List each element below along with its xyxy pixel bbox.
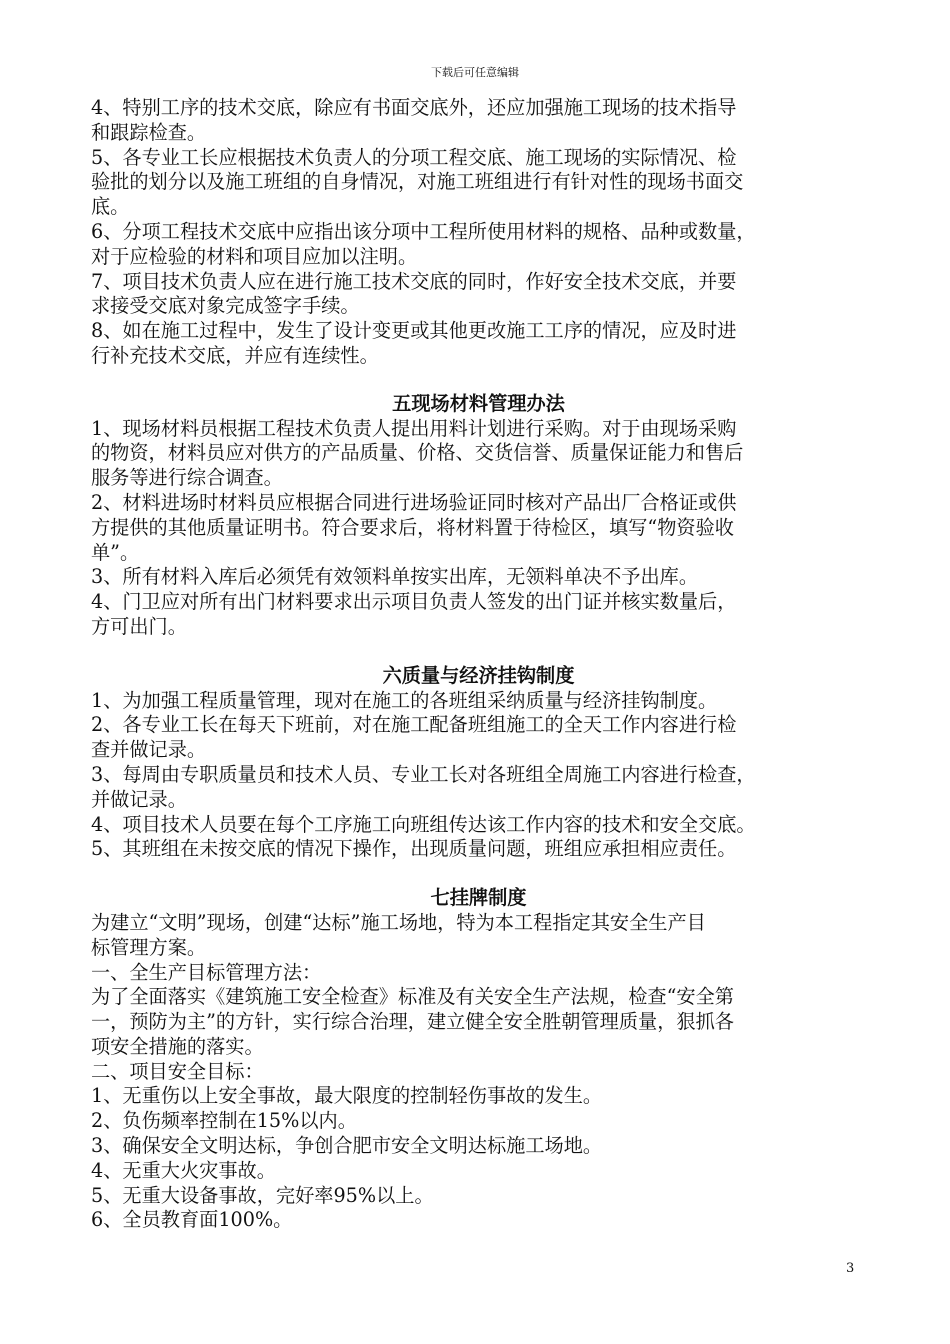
page-header: 下载后可任意编辑: [431, 66, 519, 79]
paragraph-line: 为建立“文明”现场，创建“达标”施工场地，特为本工程指定其安全生产目: [91, 910, 706, 934]
paragraph-line: 1、为加强工程质量管理，现对在施工的各班组采纳质量与经济挂钩制度。: [91, 688, 718, 712]
paragraph-line: 1、无重伤以上安全事故，最大限度的控制轻伤事故的发生。: [91, 1084, 603, 1108]
paragraph-line: 5、无重大设备事故，完好率95%以上。: [91, 1183, 434, 1207]
paragraph-line: 5、其班组在未按交底的情况下操作，出现质量问题，班组应承担相应责任。: [91, 837, 737, 861]
paragraph-line: 6、分项工程技术交底中应指出该分项中工程所使用材料的规格、品种或数量，: [91, 219, 756, 243]
section-heading: 七挂牌制度: [430, 886, 527, 910]
section6: [91, 664, 866, 862]
paragraph-line: 3、所有材料入库后必须凭有效领料单按实出库，无领料单决不予出库。: [91, 565, 699, 589]
paragraph-line: 为了全面落实《建筑施工安全检查》标准及有关安全生产法规，检查“安全第: [91, 985, 734, 1009]
paragraph-line: 2、各专业工长在每天下班前，对在施工配备班组施工的全天工作内容进行检: [91, 713, 737, 737]
paragraph-line: 1、现场材料员根据工程技术负责人提出用料计划进行采购。对于由现场采购: [91, 416, 737, 440]
paragraph-line: 3、确保安全文明达标，争创合肥市安全文明达标施工场地。: [91, 1134, 603, 1158]
section4-tail: [91, 96, 866, 369]
paragraph-line: 服务等进行综合调查。: [91, 466, 283, 490]
paragraph-line: 标管理方案。: [91, 935, 207, 959]
paragraph-line: 2、负伤频率控制在15%以内。: [91, 1109, 357, 1133]
paragraph-line: 方提供的其他质量证明书。符合要求后，将材料置于待检区，填写“物资验收: [91, 515, 734, 539]
paragraph-line: 4、项目技术人员要在每个工序施工向班组传达该工作内容的技术和安全交底。: [91, 812, 756, 836]
paragraph-line: 验批的划分以及施工班组的自身情况，对施工班组进行有针对性的现场书面交: [91, 170, 744, 194]
paragraph-line: 4、门卫应对所有出门材料要求出示项目负责人签发的出门证并核实数量后，: [91, 590, 737, 614]
section5: [91, 392, 866, 640]
paragraph-line: 单”。: [91, 540, 140, 564]
paragraph-line: 4、无重大火灾事故。: [91, 1158, 276, 1182]
paragraph-line: 和跟踪检查。: [91, 120, 207, 144]
paragraph-line: 方可出门。: [91, 614, 187, 638]
paragraph-line: 项安全措施的落实。: [91, 1034, 264, 1058]
spacer: [91, 369, 866, 392]
paragraph-line: 8、如在施工过程中，发生了设计变更或其他更改施工工序的情况，应及时进: [91, 319, 737, 343]
paragraph-line: 一，预防为主”的方针，实行综合治理，建立健全安全胜朝管理质量，狠抓各: [91, 1010, 734, 1034]
paragraph-line: 4、特别工序的技术交底，除应有书面交底外，还应加强施工现场的技术指导: [91, 96, 737, 119]
page-number: 3: [846, 1261, 855, 1276]
paragraph-line: 对于应检验的材料和项目应加以注明。: [91, 244, 418, 268]
section-heading: 五现场材料管理办法: [392, 391, 565, 415]
paragraph-line: 求接受交底对象完成签字手续。: [91, 294, 360, 318]
spacer: [91, 862, 866, 886]
paragraph-line: 并做记录。: [91, 787, 187, 811]
paragraph-line: 查并做记录。: [91, 738, 207, 762]
document-body: [91, 96, 866, 1233]
spacer: [91, 640, 866, 664]
paragraph-line: 2、材料进场时材料员应根据合同进行进场验证同时核对产品出厂合格证或供: [91, 490, 737, 514]
paragraph-line: 3、每周由专职质量员和技术人员、专业工长对各班组全周施工内容进行检查，: [91, 762, 756, 786]
paragraph-line: 6、全员教育面100%。: [91, 1208, 293, 1232]
paragraph-line: 行补充技术交底，并应有连续性。: [91, 343, 379, 367]
section-heading: 六质量与经济挂钩制度: [382, 663, 575, 687]
paragraph-line: 5、各专业工长应根据技术负责人的分项工程交底、施工现场的实际情况、检: [91, 145, 737, 169]
paragraph-line: 二、项目安全目标：: [91, 1059, 264, 1083]
paragraph-line: 的物资，材料员应对供方的产品质量、价格、交货信誉、质量保证能力和售后: [91, 441, 744, 465]
paragraph-line: 7、项目技术负责人应在进行施工技术交底的同时，作好安全技术交底，并要: [91, 269, 737, 293]
section7: [91, 886, 866, 1233]
paragraph-line: 底。: [91, 195, 130, 219]
paragraph-line: 一、全生产目标管理方法：: [91, 960, 322, 984]
